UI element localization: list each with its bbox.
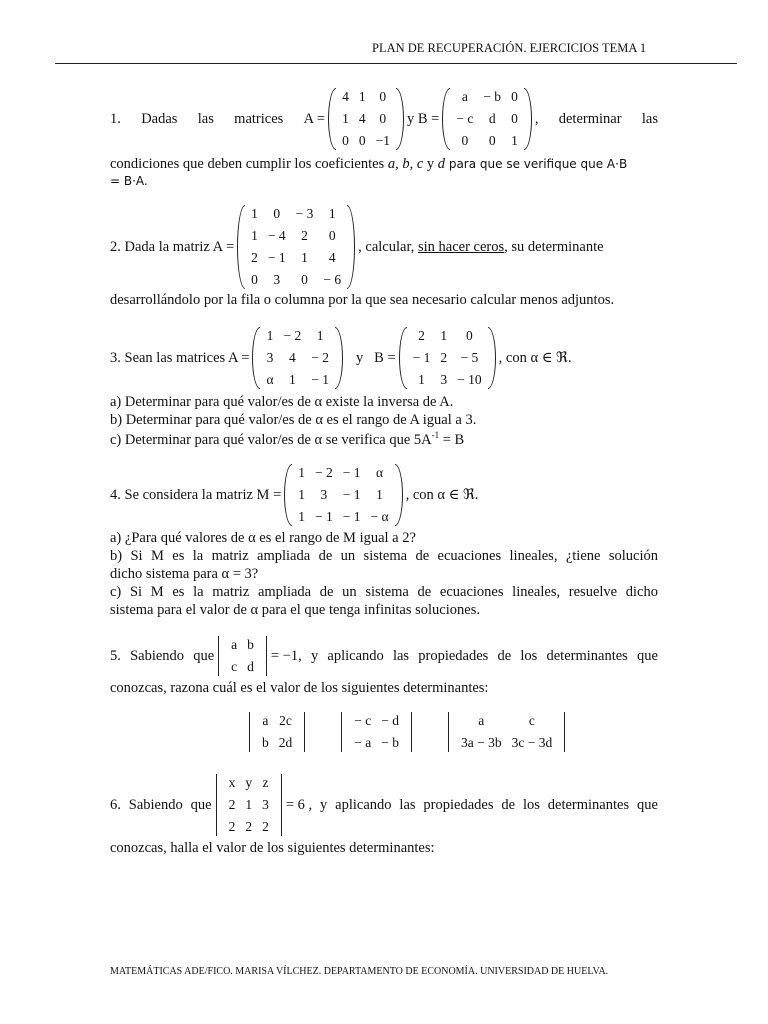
- ex4-lead: 4. Se considera la matriz M =: [110, 486, 282, 503]
- ex1-word: las: [641, 110, 658, 127]
- matrix-cell: z: [262, 775, 269, 790]
- matrix-cell: 1: [245, 797, 253, 812]
- matrix-cell: 1: [376, 487, 383, 502]
- matrix-cell: − 10: [457, 372, 482, 387]
- matrix-cell: 1: [342, 111, 349, 126]
- matrix-cell: 2: [251, 250, 258, 265]
- matrix-cell: a: [461, 89, 468, 104]
- matrix-cell: − 1: [315, 509, 333, 524]
- matrix-cell: b: [247, 637, 254, 652]
- page-footer: MATEMÁTICAS ADE/FICO. MARISA VÍLCHEZ. DEPARTAMENTO DE ECONOMÍA. UNIVERSIDAD DE HUELVA.: [110, 966, 609, 977]
- matrix-cell: − 2: [311, 350, 330, 365]
- ex3-item-a: a) Determinar para qué valor/es de α existe la inversa de A.: [110, 394, 454, 410]
- matrix-cell: 0: [461, 133, 469, 148]
- matrix-cell: 1: [511, 133, 518, 148]
- matrix-cell: 1: [298, 465, 306, 480]
- matrix-cell: 2: [245, 819, 253, 834]
- ex4-item-b-1: b) Si M es la matriz ampliada de un sistema de ecuaciones lineales, ¿tiene solución: [110, 548, 658, 564]
- matrix-cell: 2c: [279, 713, 292, 728]
- ex3-matrix-b: [399, 325, 496, 391]
- matrix-cell: 1: [358, 89, 366, 104]
- matrix-cell: − 2: [283, 328, 302, 343]
- matrix-cell: 0: [466, 328, 473, 343]
- matrix-cell: 0: [511, 89, 518, 104]
- matrix-cell: − b: [381, 735, 399, 750]
- ex4-tail: , con α ∈ ℜ.: [405, 486, 479, 503]
- matrix-cell: 0: [379, 111, 387, 126]
- matrix-cell: − b: [483, 89, 502, 104]
- matrix-cell: 1: [251, 206, 258, 221]
- matrix-cell: 4: [342, 89, 349, 104]
- ex4-statement: [110, 462, 478, 528]
- ex1-word: determinar: [558, 110, 622, 127]
- matrix-cell: 0: [342, 133, 349, 148]
- matrix-cell: − c: [354, 713, 372, 728]
- ex4-item-a: a) ¿Para qué valores de α es el rango de M igual a 2?: [110, 530, 416, 546]
- ex3-matrix-b-label: y B =: [356, 349, 396, 366]
- matrix-cell: α: [376, 465, 384, 480]
- page-header: PLAN DE RECUPERACIÓN. EJERCICIOS TEMA 1: [372, 41, 647, 55]
- ex1-word: Dadas: [141, 110, 178, 127]
- ex6-statement: 6. Sabiendo que x y z 2 1 3 2 2 2 = 6 , y aplicando las propiedades de los determinantes que: [110, 772, 658, 838]
- ex1-statement: [110, 86, 658, 152]
- matrix-cell: − 1: [412, 350, 431, 365]
- ex3-matrix-a: [252, 325, 343, 391]
- matrix-cell: 1: [298, 487, 306, 502]
- ex2-line2: desarrollándolo por la fila o columna por la que sea necesario calcular menos adjuntos.: [110, 292, 615, 308]
- matrix-cell: 0: [301, 272, 308, 287]
- ex3-lead: 3. Sean las matrices A =: [110, 349, 250, 366]
- ex5-det-3: [447, 710, 566, 754]
- matrix-cell: d: [247, 659, 254, 674]
- matrix-cell: 1: [440, 328, 448, 343]
- ex2-mid: , calcular,: [358, 238, 418, 255]
- matrix-cell: − 1: [342, 465, 361, 480]
- matrix-cell: 2: [262, 819, 269, 834]
- ex4-item-b-2: dicho sistema para α = 3?: [110, 566, 259, 582]
- ex2-matrix-a: [237, 203, 355, 291]
- matrix-cell: 1: [266, 328, 274, 343]
- matrix-cell: 1: [251, 228, 258, 243]
- matrix-cell: − 1: [267, 250, 286, 265]
- matrix-cell: d: [488, 111, 496, 126]
- ex1-matrix-b-label: y B =: [406, 110, 440, 127]
- ex5-line2: conozcas, razona cuál es el valor de los siguientes determinantes:: [110, 680, 489, 696]
- ex1-line2: condiciones que deben cumplir los coeficientes a, b, c y d para que se verifique que A·B: [110, 156, 628, 172]
- ex1-matrix-a-label: A =: [303, 110, 326, 127]
- matrix-cell: − d: [381, 713, 399, 728]
- ex1-comma: ,: [534, 110, 539, 127]
- ex6-line2: conozcas, halla el valor de los siguientes determinantes:: [110, 840, 435, 856]
- matrix-cell: 3c − 3d: [511, 735, 553, 750]
- matrix-cell: x: [228, 775, 236, 790]
- matrix-cell: − c: [456, 111, 474, 126]
- matrix-cell: 0: [358, 133, 366, 148]
- matrix-cell: a: [262, 713, 269, 728]
- matrix-cell: c: [231, 659, 238, 674]
- matrix-cell: b: [262, 735, 269, 750]
- ex2-tail: , su determinante: [504, 238, 604, 255]
- matrix-cell: y: [245, 775, 253, 790]
- matrix-cell: 0: [273, 206, 281, 221]
- ex5-determinant: [217, 634, 268, 678]
- matrix-cell: − a: [354, 735, 372, 750]
- matrix-cell: 0: [251, 272, 258, 287]
- ex1-number: 1.: [110, 110, 121, 127]
- matrix-cell: 2: [228, 819, 236, 834]
- ex1-word: matrices: [234, 110, 284, 127]
- ex3-item-b: b) Determinar para qué valor/es de α es el rango de A igual a 3.: [110, 412, 477, 428]
- matrix-cell: 3: [266, 350, 274, 365]
- ex1-word: las: [197, 110, 214, 127]
- matrix-cell: 1: [328, 206, 336, 221]
- ex3-item-c: c) Determinar para qué valor/es de α se verifica que $5A^{-1} = B$: [110, 430, 465, 448]
- matrix-cell: 2: [301, 228, 308, 243]
- matrix-cell: 0: [328, 228, 336, 243]
- ex1-matrix-b: [442, 86, 531, 152]
- matrix-cell: − 1: [342, 509, 361, 524]
- matrix-cell: 1: [418, 372, 425, 387]
- ex2-underlined: sin hacer ceros: [417, 238, 505, 255]
- matrix-cell: 3: [262, 797, 269, 812]
- matrix-cell: 1: [298, 509, 306, 524]
- ex2-statement: [110, 203, 604, 291]
- matrix-cell: − α: [370, 509, 389, 524]
- matrix-cell: 1: [301, 250, 308, 265]
- matrix-cell: 0: [488, 133, 496, 148]
- matrix-cell: 0: [511, 111, 518, 126]
- matrix-cell: − 5: [460, 350, 479, 365]
- ex1-matrix-a: [328, 86, 404, 152]
- ex5-statement: 5. Sabiendo que a b c d = −1, y aplicando las propiedades de los determinantes que: [110, 634, 658, 678]
- matrix-cell: 2: [440, 350, 448, 365]
- matrix-cell: α: [266, 372, 274, 387]
- matrix-cell: − 6: [323, 272, 342, 287]
- ex4-item-c-1: c) Si M es la matriz ampliada de un sistema de ecuaciones lineales, resuelve dicho: [110, 584, 658, 600]
- matrix-cell: 3: [440, 372, 448, 387]
- matrix-cell: a: [231, 637, 238, 652]
- ex4-matrix-m: [284, 462, 402, 528]
- matrix-cell: − 4: [267, 228, 286, 243]
- matrix-cell: −1: [375, 133, 390, 148]
- matrix-cell: 4: [328, 250, 336, 265]
- matrix-cell: 2: [228, 797, 236, 812]
- ex5-det-2: [340, 710, 413, 754]
- matrix-cell: 3: [320, 487, 328, 502]
- header-rule: [55, 63, 737, 64]
- matrix-cell: − 2: [315, 465, 333, 480]
- ex6-determinant: [215, 772, 283, 838]
- matrix-cell: − 3: [295, 206, 314, 221]
- matrix-cell: 0: [379, 89, 387, 104]
- ex4-item-c-2: sistema para el valor de α para el que tenga infinitas soluciones.: [110, 602, 480, 618]
- matrix-cell: c: [528, 713, 535, 728]
- matrix-cell: 1: [316, 328, 324, 343]
- matrix-cell: 2: [418, 328, 425, 343]
- ex3-statement: [110, 325, 571, 391]
- matrix-cell: − 1: [342, 487, 361, 502]
- ex5-det-1: [248, 710, 306, 754]
- matrix-cell: 3a − 3b: [460, 735, 502, 750]
- matrix-cell: − 1: [311, 372, 330, 387]
- matrix-cell: 2d: [278, 735, 293, 750]
- matrix-cell: 4: [358, 111, 366, 126]
- ex1-line3: = B·A.: [110, 174, 148, 188]
- matrix-cell: 1: [289, 372, 296, 387]
- matrix-cell: a: [478, 713, 485, 728]
- ex5-determinants: [245, 710, 569, 754]
- matrix-cell: 3: [273, 272, 281, 287]
- ex3-tail: , con α ∈ ℜ.: [498, 349, 572, 366]
- matrix-cell: 4: [289, 350, 296, 365]
- ex2-lead: 2. Dada la matriz A =: [110, 238, 235, 255]
